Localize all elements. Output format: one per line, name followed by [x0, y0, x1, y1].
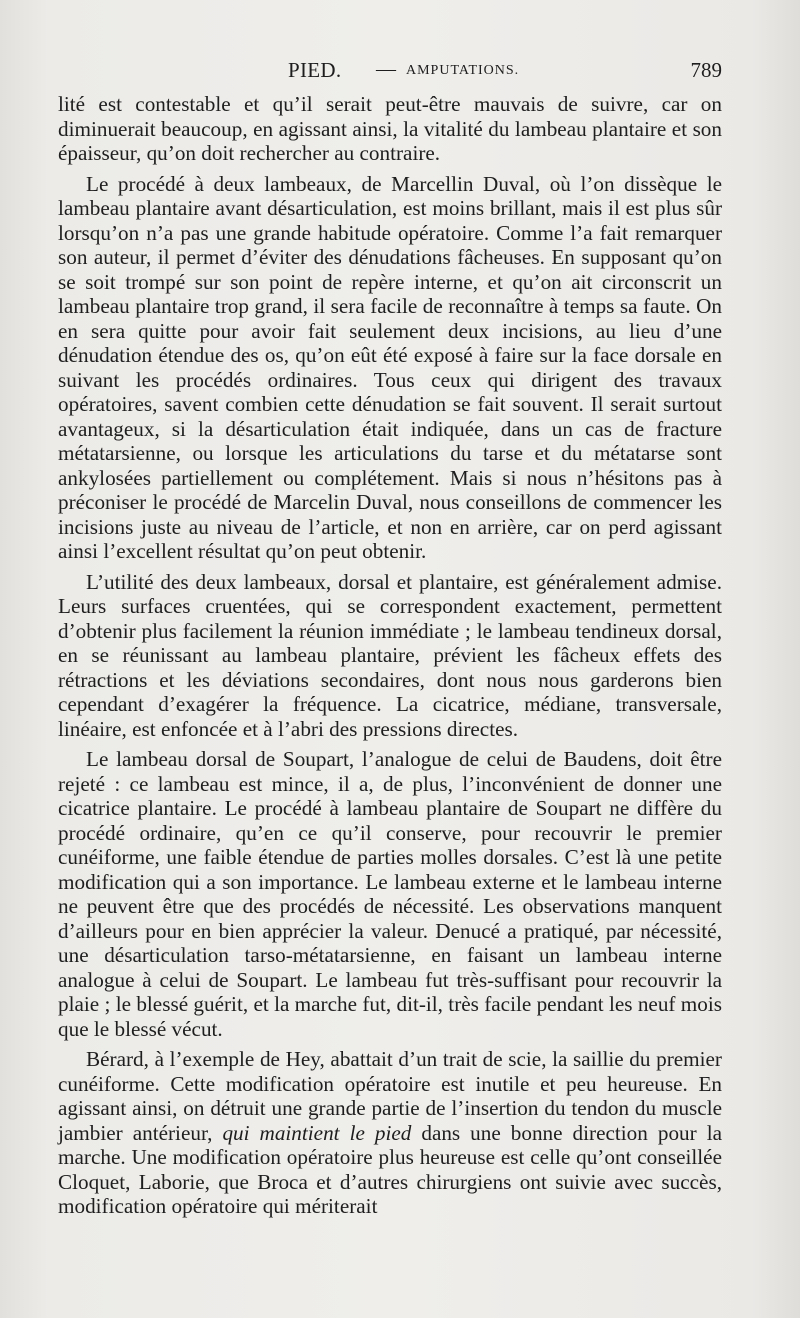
page-body	[58, 92, 722, 1219]
paragraph	[58, 1047, 722, 1219]
paragraph: lité est contestable et qu’il serait peut-être mauvais de suivre, car on diminuerait beaucoup, en agissant ainsi, la vitalité du lambeau plantaire et son épaisseur, qu’on doit rechercher au contraire.	[58, 92, 722, 165]
header-title: PIED.	[288, 58, 342, 82]
paragraph: Le lambeau dorsal de Soupart, l’analogue de celui de Baudens, doit être rejeté : ce lambeau est mince, il a, de plus, l’inconvénient de donner une cicatrice plantaire. Le procédé à lambeau plantaire de Soupart ne diffère du procédé ordinaire, qu’en ce qu’il conserve, pour recouvrir le premier cunéiforme, une faible étendue de parties molles dorsales. C’est là une petite modification qui a son importance. Le lambeau externe et le lambeau interne ne peuvent être que des procédés de nécessité. Les observations manquent d’ailleurs pour en bien apprécier la valeur. Denucé a pratiqué, par nécessité, une désarticulation tarso-métatarsienne, en faisant un lambeau interne analogue à celui de Soupart. Le lambeau fut très-suffisant pour recouvrir la plaie ; le blessé guérit, et la marche fut, dit-il, très facile pendant les neuf mois que le blessé vécut.	[58, 747, 722, 1041]
header-subtitle: AMPUTATIONS.	[406, 63, 520, 78]
header-separator: —	[376, 58, 396, 80]
italic-phrase: qui maintient le pied	[222, 1120, 412, 1145]
paragraph: L’utilité des deux lambeaux, dorsal et plantaire, est généralement admise. Leurs surfaces cruentées, qui se correspondent exactement, permettent d’obtenir plus facilement la réunion immédiate ; le lambeau tendineux dorsal, en se réunissant au lambeau plantaire, prévient les fâcheux effets des rétractions et les déviations secondaires, dont nous nous garderons bien cependant d’exagérer la fréquence. La cicatrice, médiane, transversale, linéaire, est enfoncée et à l’abri des pressions directes.	[58, 569, 722, 741]
paragraph: Le procédé à deux lambeaux, de Marcellin Duval, où l’on dissèque le lambeau plantaire avant désarticulation, est moins brillant, mais il est plus sûr lorsqu’on n’a pas une grande habitude opératoire. Comme l’a fait remarquer son auteur, il permet d’éviter des dénudations fâcheuses. En supposant qu’on se soit trompé sur son point de repère interne, et qu’on ait circonscrit un lambeau plantaire trop grand, il sera facile de reconnaître à temps sa faute. On en sera quitte pour avoir fait seulement deux incisions, au lieu d’une dénudation étendue des os, qu’on eût été exposé à faire sur la face dorsale en suivant les procédés ordinaires. Tous ceux qui dirigent des travaux opératoires, savent combien cette dénudation se fait souvent. Il serait surtout avantageux, si la désarticulation était indiquée, dans un cas de fracture métatarsienne, ou lorsque les articulations du tarse et du métatarse sont ankylosées partiellement ou complétement. Mais si nous n’hésitons pas à préconiser le procédé de Marcelin Duval, nous conseillons de commencer les incisions juste au niveau de l’article, et non en arrière, car on perd agissant ainsi l’excellent résultat qu’on peut obtenir.	[58, 171, 722, 563]
running-header	[58, 58, 722, 88]
paragraph-text: dans une bonne direction pour la marche. Une modification opératoire plus heureuse est celle qu’ont conseillée Cloquet, Laborie, que Broca et d’autres chirurgiens ont suivie avec succès, modification opératoire qui mériterait	[58, 1120, 722, 1218]
paragraph-text: Bérard, à l’exemple de Hey, abattait d’un trait de scie, la saillie du premier cunéiforme. Cette modification opératoire est inutile et peu heureuse. En agissant ainsi, on détruit une grande partie de l’insertion du tendon du muscle jambier antérieur,	[58, 1047, 722, 1145]
page-number: 789	[690, 58, 722, 82]
